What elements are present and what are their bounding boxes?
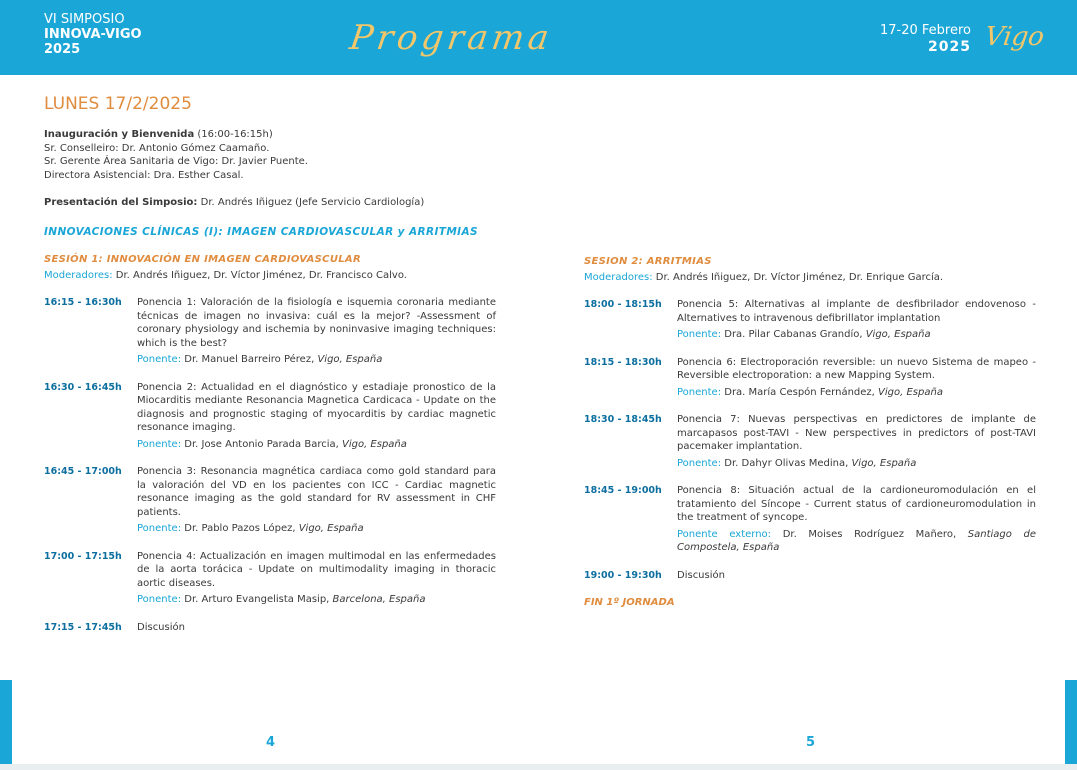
item-time: 18:45 - 19:00h bbox=[584, 485, 662, 496]
item-text: Ponencia 7: Nuevas perspectivas en predictores de implante de marcapasos post-TAVI - New perspectives in predictors of post-TAVI pacemaker implantation. bbox=[677, 414, 1036, 452]
right-page-edge-decoration bbox=[1065, 680, 1077, 770]
item-text: Ponencia 8: Situación actual de la cardioneuromodulación en el tratamiento del Síncope - Current status of cardioneuromodulation in the treatment of syncope. bbox=[677, 485, 1036, 523]
session-1-moderators bbox=[44, 269, 496, 283]
item-text: Ponencia 2: Actualidad en el diagnóstico y estadiaje pronostico de la Miocarditis mediante Resonancia Magnetica Cardicaca - Update on the diagnosis and prognostic staging of myocarditis by cardiac magnetic resonance imaging. bbox=[137, 381, 496, 433]
bottom-strip bbox=[0, 764, 1077, 770]
schedule-item bbox=[44, 550, 496, 607]
end-of-day-label: FIN 1º JORNADA bbox=[584, 597, 675, 608]
item-time: 19:00 - 19:30h bbox=[584, 569, 662, 581]
schedule-item bbox=[44, 465, 496, 536]
item-time: 17:00 - 17:15h bbox=[44, 550, 122, 562]
session-1-items bbox=[44, 296, 496, 634]
item-speaker: Ponente: Dr. Pablo Pazos López, Vigo, España bbox=[137, 523, 364, 534]
intro-line: Sr. Gerente Área Sanitaria de Vigo: Dr. Javier Puente. bbox=[44, 156, 308, 167]
schedule-item bbox=[44, 296, 496, 367]
presentation-text: Dr. Andrés Iñiguez (Jefe Servicio Cardiología) bbox=[197, 197, 425, 208]
session-1-title: SESIÓN 1: INNOVACIÓN EN IMAGEN CARDIOVASCULAR bbox=[44, 254, 361, 265]
item-time: 18:15 - 18:30h bbox=[584, 356, 662, 368]
programa-title: Programa bbox=[347, 18, 556, 58]
item-speaker: Ponente: Dra. María Cespón Fernández, Vigo, España bbox=[677, 386, 943, 398]
session-1-column bbox=[44, 253, 496, 648]
schedule-item bbox=[584, 356, 1036, 400]
item-time: 18:30 - 18:45h bbox=[584, 414, 662, 425]
page-number-right: 5 bbox=[806, 735, 816, 750]
opening-time: (16:00-16:15h) bbox=[194, 129, 273, 140]
item-time: 16:30 - 16:45h bbox=[44, 381, 122, 393]
item-text: Discusión bbox=[677, 569, 725, 581]
item-speaker: Ponente: Dr. Arturo Evangelista Masip, Barcelona, España bbox=[137, 594, 426, 605]
session-2-title: SESION 2: ARRITMIAS bbox=[584, 256, 712, 267]
presentation-title: Presentación del Simposio: bbox=[44, 197, 198, 208]
schedule-item bbox=[584, 298, 1036, 342]
header-bar bbox=[0, 0, 1077, 75]
intro-line: Sr. Conselleiro: Dr. Antonio Gómez Caamaño. bbox=[44, 142, 270, 154]
page-number-left: 4 bbox=[266, 735, 276, 750]
moderators-names: Dr. Andrés Iñiguez, Dr. Víctor Jiménez, Dr. Enrique García. bbox=[652, 271, 944, 283]
header-line-1: VI SIMPOSIO bbox=[44, 12, 125, 27]
item-text: Ponencia 6: Electroporación reversible: un nuevo Sistema de mapeo - Reversible electroporation: a new Mapping System. bbox=[677, 356, 1036, 381]
presentation-line bbox=[44, 196, 544, 210]
dates-year: 2025 bbox=[928, 39, 971, 55]
item-time: 16:15 - 16:30h bbox=[44, 297, 122, 308]
item-speaker: Ponente: Dr. Dahyr Olivas Medina, Vigo, España bbox=[677, 457, 917, 469]
moderators-names: Dr. Andrés Iñiguez, Dr. Víctor Jiménez, Dr. Francisco Calvo. bbox=[112, 269, 407, 281]
item-text: Ponencia 5: Alternativas al implante de desfibrilador endovenoso - Alternatives to intravenous defibrillator implantation bbox=[677, 299, 1036, 324]
intro-block bbox=[44, 128, 544, 210]
header-line-3: 2025 bbox=[44, 42, 81, 57]
item-time: 16:45 - 17:00h bbox=[44, 466, 122, 477]
item-time: 17:15 - 17:45h bbox=[44, 621, 122, 633]
session-2-items bbox=[584, 298, 1036, 582]
schedule-item bbox=[44, 621, 496, 635]
session-2-moderators bbox=[584, 271, 1036, 285]
session-2-column bbox=[584, 255, 1036, 610]
moderators-label: Moderadores: bbox=[44, 269, 113, 281]
schedule-item bbox=[584, 413, 1036, 470]
item-text: Ponencia 4: Actualización en imagen multimodal en las enfermedades de la aorta torácica - Update on multimodality imaging in thoracic aortic diseases. bbox=[137, 550, 496, 589]
opening-line bbox=[44, 128, 544, 142]
opening-title: Inauguración y Bienvenida bbox=[44, 129, 195, 140]
item-text: Discusión bbox=[137, 621, 185, 633]
item-text: Ponencia 3: Resonancia magnética cardiaca como gold standard para la valoración del VD en los pacientes con ICC - Cardiac magnetic resonance imaging as the gold standard for RV assessment in CHF patients. bbox=[137, 466, 496, 518]
item-speaker: Ponente: Dr. Manuel Barreiro Pérez, Vigo, España bbox=[137, 354, 383, 365]
item-time: 18:00 - 18:15h bbox=[584, 299, 662, 310]
city-logo-text: Vigo bbox=[982, 22, 1047, 52]
left-page-edge-decoration bbox=[0, 680, 12, 770]
header-dates bbox=[880, 22, 971, 56]
day-title: LUNES 17/2/2025 bbox=[44, 94, 192, 114]
schedule-item bbox=[44, 381, 496, 452]
item-speaker: Ponente externo: Dr. Moises Rodríguez Mañero, Santiago de Compostela, España bbox=[677, 528, 1036, 553]
intro-line: Directora Asistencial: Dra. Esther Casal. bbox=[44, 169, 244, 181]
item-speaker: Ponente: Dra. Pilar Cabanas Grandío, Vigo, España bbox=[677, 329, 931, 340]
header-line-2: INNOVA-VIGO bbox=[44, 27, 142, 42]
item-speaker: Ponente: Dr. Jose Antonio Parada Barcia, Vigo, España bbox=[137, 438, 407, 450]
section-title: INNOVACIONES CLÍNICAS (I): IMAGEN CARDIOVASCULAR y ARRITMIAS bbox=[44, 226, 478, 238]
schedule-item bbox=[584, 569, 1036, 583]
symposium-name bbox=[44, 12, 142, 57]
item-text: Ponencia 1: Valoración de la fisiología e isquemia coronaria mediante técnicas de imagen no invasiva: cuál es la mejor? -Assessment of coronary physiology and ischemia by noninvasive imaging techniques: which is the best? bbox=[137, 297, 496, 349]
schedule-item bbox=[584, 484, 1036, 555]
moderators-label: Moderadores: bbox=[584, 271, 653, 283]
dates-text: 17-20 Febrero bbox=[880, 23, 971, 38]
